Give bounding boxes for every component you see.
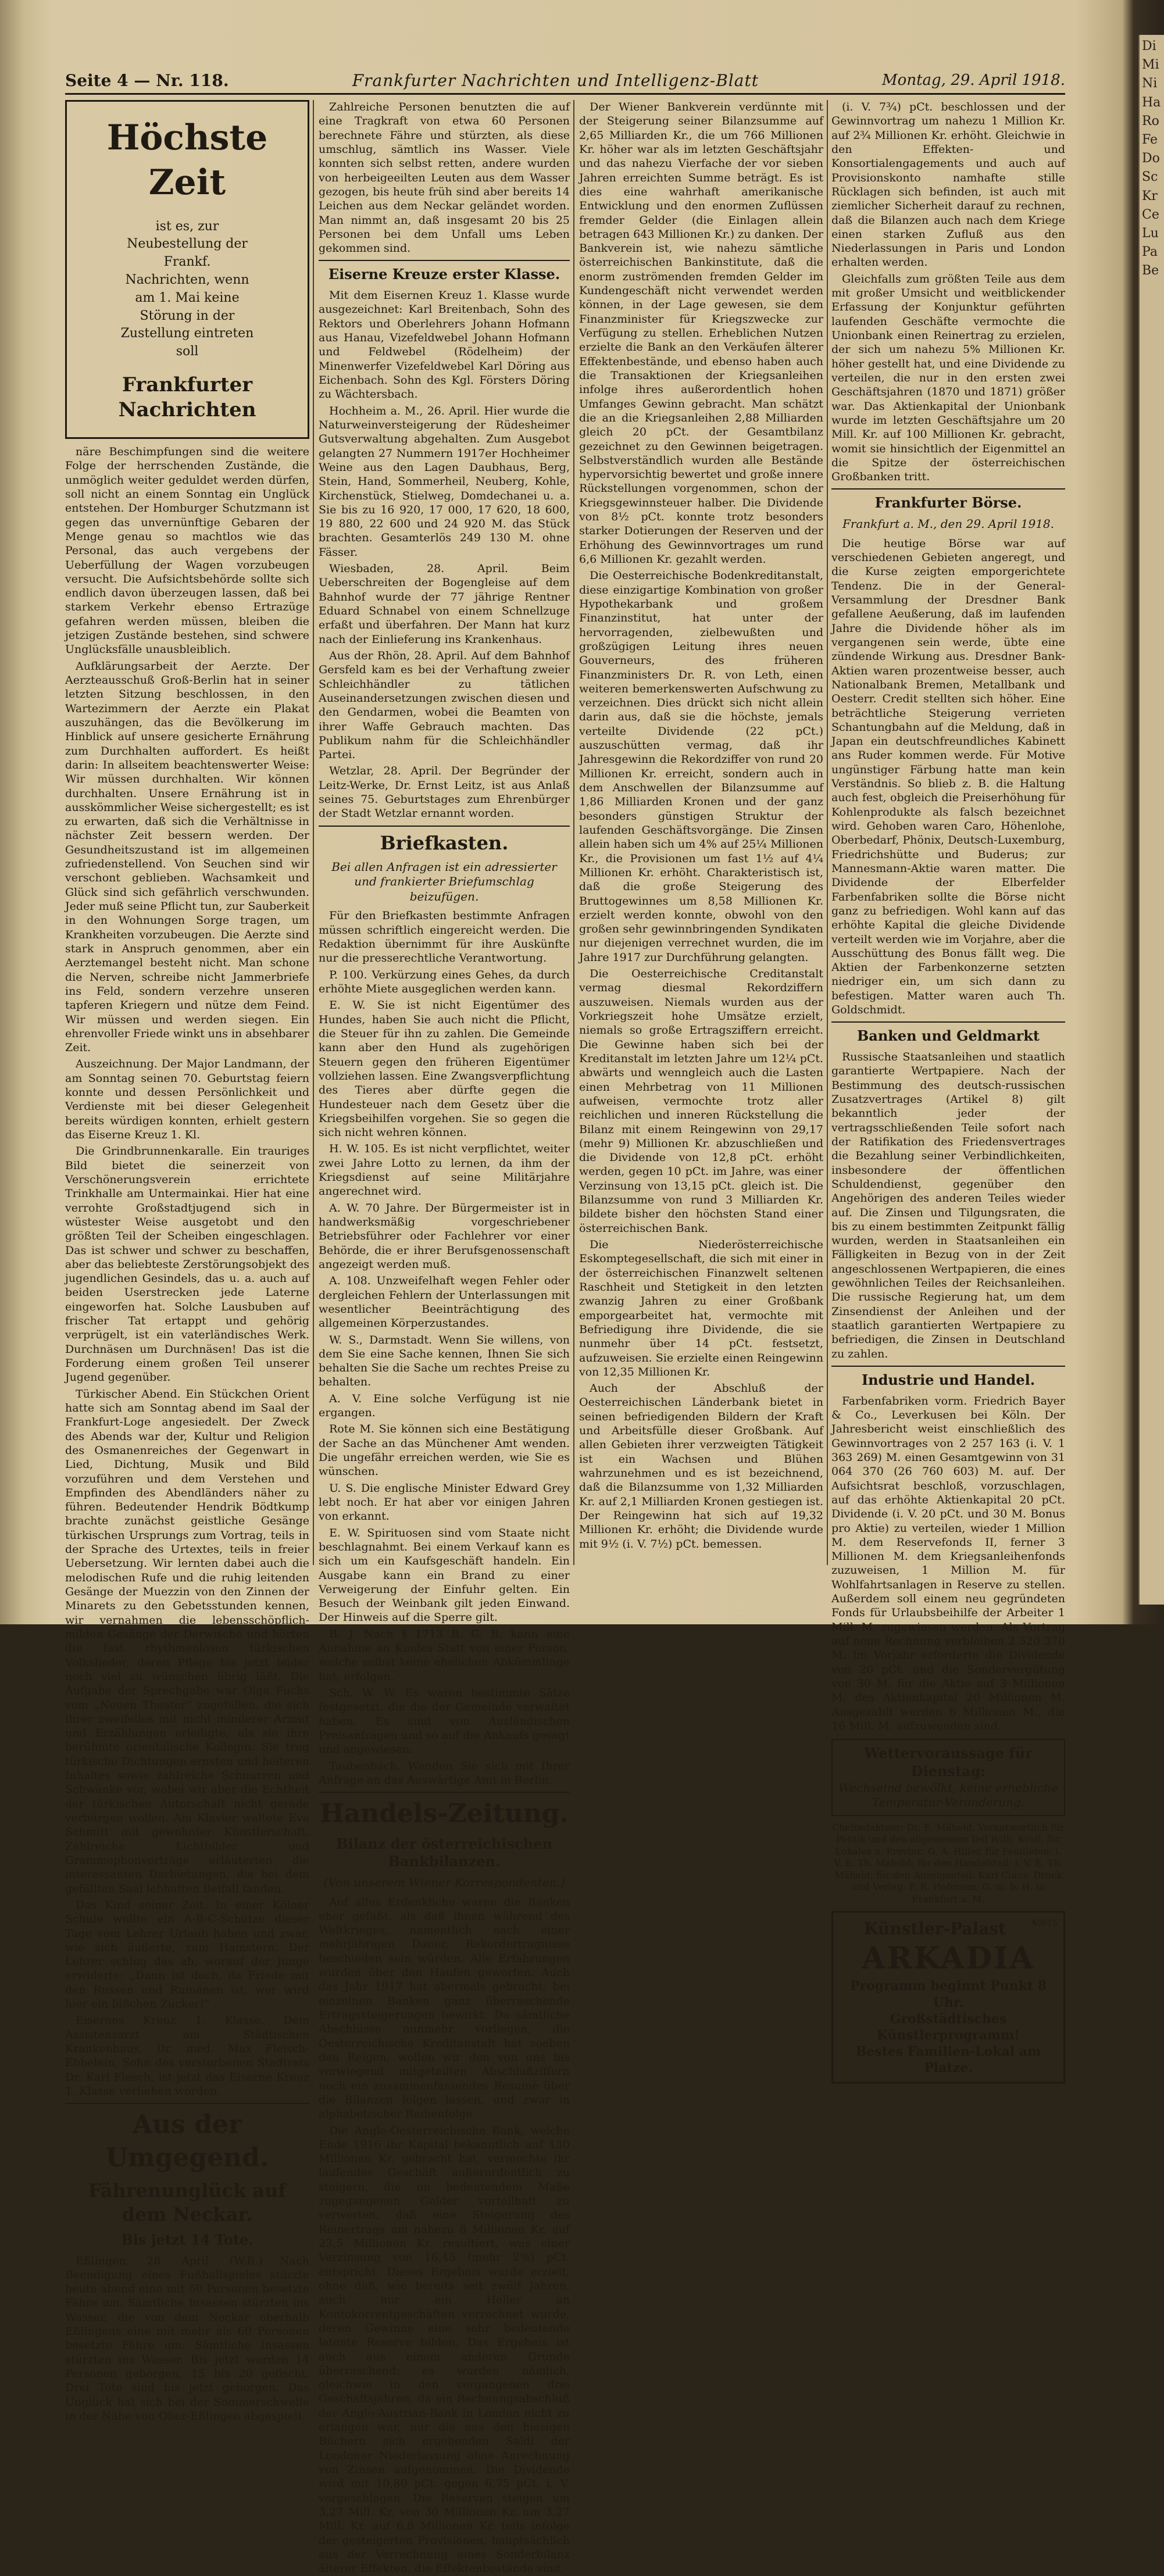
section-rule xyxy=(831,488,1065,490)
local-news: Wiesbaden, 28. April. Beim Ueberschreiten der Bogengleise auf dem Bahnhof wurde der 77 jährige Rentner Eduard Schnabel von einem Schnellzuge erfaßt und überfahren. Der Mann hat kurz nach der Einlieferung ins Krankenhaus. xyxy=(319,562,570,646)
section-rule xyxy=(831,1366,1065,1367)
column-2 xyxy=(319,100,570,2575)
article-paragraph: Das Kind seiner Zeit. In einer Kölner Schule wollte ein A-B-C-Schütze dieser Tage vom Lehrer Urlaub haben und zwar, wie sich äußerte, zum Hamstern. Der Lehrer schlug das ab, worauf der Junge erwiderte: „Dann ist doch, da Friede mit den Russen und Rumänen ist, wer wird hier ein bißchen Zucker!“ xyxy=(65,1898,309,2011)
column-divider xyxy=(313,100,314,1565)
article-paragraph: Auch der Abschluß der Oesterreichischen Länderbank bietet in seinen befriedigenden Bildern der Kraft und Arbeitsfülle dieser Großbank. Auf allen Gebieten ihrer verzweigten Tätigkeit ist ein Wachsen und Blühen wahrzunehmen und es ist bezeichnend, daß die Bilanzsumme von 1,32 Milliarden Kr. auf 2,1 Milliarden Kronen gestiegen ist. Der Reingewinn hat sich auf 19,32 Millionen Kr. erhöht; die Dividende wurde mit 9½ (i. V. 7½) pCt. bemessen. xyxy=(579,1382,823,1550)
imprint: Chefredakteur: Dr. E. Mähold. Verantwortlich für Politik und den allgemeinen Teil Wilh. Kröll, für Lokales u. Provinz: G. A. Hiller, für Feuilleton: i. V. E. Th. Mähold; für den Handelsteil: i. V. E. Th. Mähold; für den Anzeigenteil: Karl Claus. Druck und Verlag: F. R. Hofmann, G. m. b. H. in Frankfurt a. M. xyxy=(831,1821,1065,1905)
letter-answer: A. 108. Unzweifelhaft wegen Fehler oder dergleichen Fehlern der Unterlassungen mit wesentlicher Beeinträchtigung des allgemeinen Körperzustandes. xyxy=(319,1274,570,1330)
boerse-dateline: Frankfurt a. M., den 29. April 1918. xyxy=(842,517,1055,531)
edge-fragment: Be xyxy=(1142,263,1159,278)
weather-forecast: Wechselnd bewölkt, keine erhebliche Temperatur-Veränderung. xyxy=(838,1780,1058,1810)
notice-title: Höchste Zeit xyxy=(106,117,268,203)
edge-fragment: Ro xyxy=(1142,113,1159,128)
article-paragraph: Die Oesterreichische Creditanstalt vermag diesmal Rekordziffern auszuweisen. Niemals wurden aus der Vorkriegszeit hohe Umsätze erzielt, niemals so große Ertragsziffern erreicht. Die Gewinne haben sich bei der Kreditanstalt im letzten Jahre um 12¼ pCt. abwärts und wenngleich auch die Lasten einen Mehrbetrag von 11 Millionen aufweisen, vermochte trotz aller reichlichen und inneren Rückstellung die Bilanz mit einem Reingewinn von 29,17 (mehr 9) Millionen Kr. abzuschließen und die Dividende von 12,8 pCt. erhöht werden, gegen 10 pCt. im Jahre, was einer Verzinsung von 13,15 pCt. gleich ist. Die Bilanzsumme von rund 3 Milliarden Kr. bildete bisher den höchsten Stand einer österreichischen Bank. xyxy=(579,967,823,1235)
iron-cross-heading: Eiserne Kreuze erster Klasse. xyxy=(328,266,560,283)
notice-brand: Frankfurter Nachrichten xyxy=(118,373,256,422)
column-1 xyxy=(65,100,309,2423)
arkadia-advertisement xyxy=(831,1911,1065,2084)
article-paragraph: Gleichfalls zum größten Teile aus dem mit großer Umsicht und weitblickender Erfassung der Konjunktur geführten laufenden Geschäfte vermochte die Unionbank einen Reinertrag zu erzielen, der sich um nahezu 5% Millionen Kr. höher gestellt hat, und eine Dividende zu verteilen, die nur in den ersten zwei Geschäftsjahren (1870 und 1871) größer war. Das Aktienkapital der Unionbank wurde im letzten Geschäftsjahre um 20 Mill. Kr. auf 100 Millionen Kr. gebracht, womit sie hinsichtlich der Eigenmittel an die Spitze der österreichischen Großbanken tritt. xyxy=(831,272,1065,484)
article-paragraph: Zahlreiche Personen benutzten die auf eine Tragkraft von etwa 60 Personen berechnete Fähre und stürzten, als diese umschlug, sämtlich ins Wasser. Viele konnten sich selbst retten, andere wurden von herbeigeeilten Leuten aus dem Wasser gezogen, bis heute früh sind aber bereits 14 Leichen aus dem Neckar geländet worden. Man nimmt an, daß insgesamt 20 bis 25 Personen bei dem Unfall ums Leben gekommen sind. xyxy=(319,101,570,255)
briefkasten-lead: Bei allen Anfragen ist ein adressierter und frankierter Briefumschlag beizufügen. xyxy=(331,859,557,903)
article-subheading: Bis jetzt 14 Tote. xyxy=(121,2231,253,2248)
ad-program-time: Programm beginnt Punkt 8 Uhr. xyxy=(849,1978,1047,2010)
article-paragraph: Die Grindbrunnenkaralle. Ein trauriges Bild bietet die seinerzeit von Verschönerungsverein errichtete Trinkhalle am Untermainkai. Hier hat eine verrohte Großstadtjugend sich in wüstester Weise ausgetobt und den größten Teil der Scheiben eingeschlagen. Das ist schwer und schwer zu beschaffen, aber das beliebteste Zerstörungsobjekt des jugendlichen Gesindels, das u. a. auch auf beiden Userstrecken jede Laterne eingeworfen hat. Solche Lausbuben auf frischer Tat ertappt und gehörig verprügelt, ist ein vaterländisches Werk. Durchnäsen um Durchnäsen! Das ist die Forderung einem großen Teil unserer Jugend gegenüber. xyxy=(65,1145,309,1384)
section-rule xyxy=(319,1792,570,1793)
article-paragraph: Farbenfabriken vorm. Friedrich Bayer & Co., Leverkusen bei Köln. Der Jahresbericht weist einschließlich des Gewinnvortrages von 2 257 163 (i. V. 1 363 269) M. einen Gesamtgewinn von 31 064 370 (26 760 603) M. auf. Der Aufsichtsrat beschloß, vorzuschlagen, auf das erhöhte Aktienkapital 20 pCt. Dividende (i. V. 20 pCt. und 30 M. Bonus pro Aktie) zu verteilen, wieder 1 Million M. dem Reservefonds II, ferner 3 Millionen M. dem Kriegsanleihenfonds zuzuweisen, 1 Million M. für Wohlfahrtsanlagen in Reserve zu stellen. Außerdem soll einem neu gegründeten Fonds für Urlaubsbeihilfe der Arbeiter 1 Mill. M. zugewiesen werden. Als Vortrag auf neue Rechnung verbleiben 2 520 370 M. Im Vorjahr erforderte die Dividende von 20 pCt. und die Sondervergütung von 30 M. für die Aktie auf 3 Millionen M. des Aktienkapital 20 Millionen M. Ausgezahlt werden 6 Millionen M., die 16 Mill. M. aufzuwenden sind. xyxy=(831,1394,1065,1732)
edge-fragment: Do xyxy=(1142,151,1160,166)
boerse-heading: Frankfurter Börse. xyxy=(874,494,1022,512)
masthead: Frankfurter Nachrichten und Intelligenz-Blatt xyxy=(352,70,759,90)
ad-slogan: Bestes Familien-Lokal am Platze. xyxy=(855,2044,1041,2076)
letter-answer: W. S., Darmstadt. Wenn Sie willens, von dem Sie eine Sache kennen, Ihnen Sie sich behalten Sie die Sache um rechtes Preise zu behalten. xyxy=(319,1333,570,1389)
next-page-edge xyxy=(1138,35,1164,1605)
section-heading: Aus der Umgegend. xyxy=(105,2110,269,2173)
article-paragraph: Aufklärungsarbeit der Aerzte. Der Aerzteausschuß Groß-Berlin hat in seiner letzten Sitzung beschlossen, in den Wartezimmern der Aerzte ein Plakat auszuhängen, das die Bevölkerung im Hinblick auf unsere gesicherte Ernährung zum Durchhalten auffordert. Es heißt darin: In allseitem beachtenswerter Weise: Wir müssen durchhalten. Wir können durchhalten. Unsere Ernährung ist in ausskömmlicher Weise sichergestellt; es ist zu erwarten, daß sich die Verhältnisse in nächster Zeit bessern werden. Der Gesundheitszustand ist im allgemeinen zufriedenstellend. Von Seuchen sind wir verschont geblieben. Wachsamkeit und Glück sind sich gefährlich verschwunden. Jeder muß seine Pflicht tun, zur Sauberkeit in den Wohnungen Sorge tragen, um Krankheiten vorzubeugen. Die Aerzte sind stark in Anspruch genommen, aber ein Aerztemangel besteht nicht. Man schone die Nerven, schreibe nicht Jammerbriefe ins Feld, sondern verzehre unseren tapferen Kriegern und nütze dem Feind. Wir müssen und werden siegen. Ein ehrenvoller Friede winkt uns in absehbarer Zeit. xyxy=(65,659,309,1055)
article-paragraph: (i. V. 7¾) pCt. beschlossen und der Gewinnvortrag um nahezu 1 Million Kr. auf 2¾ Millionen Kr. erhöht. Gleichwie in den Effekten- und Konsortialengagements und auch auf Provisionskonto namhafte stille Rücklagen sich befinden, ist auch mit ziemlicher Sicherheit darauf zu rechnen, daß die Bilanzen auch nach dem Kriege einen starken Zufluß aus den Niederlassungen in Paris und London erhalten werden. xyxy=(831,101,1065,269)
article-paragraph: Der Wiener Bankverein verdünnte mit der Steigerung seiner Bilanzsumme auf 2,65 Milliarden Kr., die um 766 Millionen Kr. höher war als im letzten Geschäftsjahr und das nahezu Vierfache der vor sieben Jahren erreichten Summe beträgt. Es ist dies eine wahrhaft amerikanische Entwicklung und den enormen Zuflüssen fremder Gelder (die Einlagen allein betragen 643 Millionen Kr.) zu danken. Der Bankverein ist, wie nahezu sämtliche österreichischen Bankinstitute, daß die enorm zuströmenden fremden Gelder im Kundengeschäft nicht verwendet werden können, in der Lage gewesen, sie dem Finanzminister für Kriegszwecke zur Verfügung zu stellen. Erheblichen Nutzen erzielte die Bank an den Verkäufen älterer Effektenbestände, und ebenso haben auch die Transaktionen der Kriegsanleihen infolge ihres außerordentlich hohen Umfanges Gewinn gebracht. Man schätzt die an die Kriegsanleihen 2,88 Milliarden gleich 20 pCt. der Gesamtbilanz gezeichnet zu den Gewinnen beigetragen. Selbstverständlich wurden alle Bestände hypervorsichtig bewertet und große innere Rückstellungen vorgenommen, schon der Kriegsgewinnsteuer halber. Die Dividende von 8½ pCt. konnte trotz besonders starker Dotierungen der Reserven und der Erhöhung des Gewinnvortrages um rund 6,6 Millionen Kr. gezahlt werden. xyxy=(579,101,823,566)
page-number: Seite 4 — Nr. 118. xyxy=(65,70,229,90)
local-news: Aus der Rhön, 28. April. Auf dem Bahnhof Gersfeld kam es bei der Verhaftung zweier Schleichhändler zu tätlichen Auseinandersetzungen zwischen diesen und den Gendarmen, wobei die Beamten von ihrer Waffe Gebrauch machten. Das Publikum nahm für die Schleichhändler Partei. xyxy=(319,649,570,762)
local-news: Hochheim a. M., 26. April. Hier wurde die Naturweinversteigerung der Rüdesheimer Gutsverwaltung abgehalten. Zum Ausgebot gelangten 27 Nummern 1917er Hochheimer Weine aus den Lagen Daubhaus, Berg, Stein, Hand, Sommerheil, Neuberg, Kohle, Kirchenstück, Stielweg, Domdechanei u. a. Sie bis zu 16 920, 17 000, 17 620, 18 600, 19 880, 22 600 und 24 920 M. das Stück brachten. Gesamterlös 249 130 M. ohne Fässer. xyxy=(319,404,570,559)
header-rule xyxy=(65,93,1065,95)
ad-program-info: Großstädtisches Künstlerprogramm! xyxy=(876,2011,1020,2043)
edge-fragment: Ce xyxy=(1142,207,1159,222)
edge-fragment: Ha xyxy=(1142,95,1161,110)
column-3 xyxy=(579,100,823,1565)
handels-subheading: Bilanz der österreichischen Bankbilanzen. xyxy=(336,1835,552,1870)
letter-answer: Sch. W. W. Es waren bestimmte Sätze festgesetzt, die die der Gemeinde verwaltet haben. Es sind von Ausländischen Preisanfragen und so auf die Ankaufs gesagt und angewiesen. xyxy=(319,1687,570,1756)
local-news: Wetzlar, 28. April. Der Begründer der Leitz-Werke, Dr. Ernst Leitz, ist aus Anlaß seines 75. Geburtstages zum Ehrenbürger der Stadt Wetzlar ernannt worden. xyxy=(319,764,570,820)
edge-fragment: Fe xyxy=(1142,132,1158,147)
article-paragraph: Mit dem Eisernen Kreuz 1. Klasse wurde ausgezeichnet: Karl Breitenbach, Sohn des Rektors und Oberlehrers Johann Hofmann aus Hanau, Vizefeldwebel Johann Hofmann und Feldwebel (Rödelheim) der Minenwerfer Vizefeldwebel Karl Döring aus Eichenbach. Sohn des Kgl. Försters Döring zu Wächtersbach. xyxy=(319,289,570,401)
edge-fragment: Lu xyxy=(1142,226,1159,241)
letter-answer: H. W. 105. Es ist nicht verpflichtet, weiter zwei Jahre Lotto zu lernen, da ihm der Kriegsdienst auf seine Militärjahre angerechnet wird. xyxy=(319,1142,570,1198)
ad-venue-type: Künstler-Palast xyxy=(864,1919,1006,1939)
article-paragraph: Die Anglo-Oesterreichische Bank, welche Ende 1916 ihr Kapital bekanntlich auf 130 Millionen Kr. gebracht hat, vermochte ihr laufendes Geschäft außerordentlich zu steigern, die im bedeutendem Maße zugegangenen Gelder vorteilhaft zu verwerten, daß eine Steigerung des Reinertrags um nahezu 8 Millionen Kr. auf 23,5 Millionen Kr. resultiert, was einer Verzinsung von 16,45 (mehr 2%) pCt. entspricht. Dieses Ergebnis wurde erzielt, ohne daß, wie bereits seit zwölf Jahren, auch nur ein Heller an Kontokorrentgeschäften verrechnet wurde, deren Gewinne eine sehr bedeutende latente Reserve bilden. Das Ergebnis ist auch aus einem anderen Grunde überraschend: es wurden nämlich, gleichwie in den vergangenen drei Geschäftsjahren, da ein Rechnungsabschluß der Anglo-Austrian-Bank in London nicht zu erlangen war, nur die aus den hiesigen Büchern sich ergebenden Saldi der Londoner Niederlassung ohne Anrechnung von Zinsen aufgenommen. Die Dividende wird mit 10,80 pCt. gegen 6,75 pCt. i. V. vorgeschlagen. Die Reserven steigen um 3,27 Mill. Kr. von 30 Millionen Kr. um 3,27 Mill. Kr. auf 6,8 Millionen Kr. teils infolge der gesteigerten Provisionen, hauptsächlich aus der Verrechnung eines Sonderbilanz älterer Effekten, die Effektenbestände sind. xyxy=(319,2124,570,2575)
article-paragraph: Eisernes Kreuz 1. Klasse. Dem Assistenzarzt am Städtischen Krankenhaus, Dr. med. Max Fleisch-Ebbelein, Sohn des verstorbenen Stadtrats Dr. Karl Flesch, ist jetzt das Eiserne Kreuz 1. Klasse verliehen worden. xyxy=(65,2014,309,2098)
edge-fragment: Di xyxy=(1142,39,1156,53)
article-paragraph: Auszeichnung. Der Major Landmann, der am Sonntag seinen 70. Geburtstag feiern konnte und dessen Persönlichkeit und Verdienste mit bei dieser Gelegenheit bereits würdigen konnten, erhielt gestern das Eiserne Kreuz 1. Kl. xyxy=(65,1057,309,1141)
column-divider xyxy=(573,100,574,1565)
subscription-notice xyxy=(65,100,309,439)
issue-date: Montag, 29. April 1918. xyxy=(882,72,1065,89)
letter-answer: U. S. Die englische Minister Edward Grey lebt noch. Er hat aber vor einigen Jahren von erkannt. xyxy=(319,1481,570,1523)
article-paragraph: Türkischer Abend. Ein Stückchen Orient hatte sich am Sonntag abend im Saal der Frankfurt-Loge angesiedelt. Der Zweck des Abends war der, Kultur und Religion des Osmanenreiches der Gegenwart in Lied, Dichtung, Musik und Bild vorzuführen und dem Verstehen und Empfinden des Abendländers näher zu führen. Bedeutender Hendrik Bödtkump brachte zunächst geistliche Gesänge türkischen Ursprungs zum Vortrag, teils in der Sprache des Urtextes, teils in freier Uebersetzung. Wir lernten dabei auch die melodischen Rufe und die ruhig leitenden Gesänge der Muezzin von den Zinnen der Minarets zu den Gebetsstunden kennen, wir vernahmen die lebensschöpflich-milden Gesänge der Derwische und hörten die fast rhythmenlosen türkischen Volkslieder, deren Pflege bis jetzt leider noch viel zu wünschen übrig läßt. Die Aufgabe der Sprechgabe war Olga Fuchs vom „Neuen Theater“ zugefallen, die sich ihrer zweifellos mit nicht minderer Armut und Erzählungen erledigte, als sie ihre berühmte orientalische Kollegin. Sie trug türkische Dichtungen ernsten und heiteren Inhaltes sowie zahlreiche Schnurren und Schwänke vor, wobei wir aber die Echtheit der türkischen Autorschaft nicht gerade verbürgen wollen. Am Klavier waltete Eva Schmitt mit gewohnter Künstlerschaft. Zahlreiche Lichtbilder und Grammophonvorträge erläuterten die interessanten Darbietungen, die bei dem gefüllten Saal lebhaften Beifall fanden. xyxy=(65,1387,309,1895)
section-rule xyxy=(831,1021,1065,1023)
letter-answer: B. J. Nach § 1713 B. G. B. kann eine Annahme an Kindes Statt von einer Person, welche selbst keine ehelichen Abkömmlinge hat, erfolgen. xyxy=(319,1627,570,1683)
section-rule xyxy=(319,260,570,261)
letter-answer: E. W. Sie ist nicht Eigentümer des Hundes, haben Sie auch nicht die Pflicht, die Steuer für ihn zu zahlen. Die Gemeinde kann aber den Hund als zugehörigen Steuern gegen den früheren Eigentümer vollziehen lassen. Eine Zwangsverpflichtung des Tieres aber dürfte gegen die Hundesteuer nach dem Gesetz über die Kriegsbeihilfen vorgehen. Sie so gegen die sich nicht wehren können. xyxy=(319,999,570,1139)
article-paragraph: Auf alles Erdenkliche waren die Banken eher gefaßt, als daß ihnen während des Weltkrieges, namentlich nach einer mehrjährigen Dauer, Rekordertragnisse beschieden sein würden. Alle Erfahrungen wurden über den Haufen geworfen. Auch das Jahr 1917 hat abermals gebracht, bei einzelnen Banken ganz überraschende Ertragssteigerungen bewirkt. Da sämtliche Abschlüsse nunmehr vorliegen, die Oesterreichische Kreditanstalt hat soeben den Reigen, wollen wir den von uns bis vorwiegend mitgeteilten Abschlußziffern noch ein zusammenfassendes Resumé über die Bilanzen folgen lassen, und zwar in alphabetischer Reihenfolge. xyxy=(319,1895,570,2121)
banken-heading: Banken und Geldmarkt xyxy=(857,1027,1040,1045)
section-rule xyxy=(65,2103,309,2104)
section-rule xyxy=(319,826,570,827)
edge-fragment: Ni xyxy=(1142,76,1158,91)
page-header xyxy=(65,69,1065,92)
article-paragraph: näre Beschimpfungen sind die weitere Folge der herrschenden Zustände, die unmöglich weiter geduldet werden dürfen, soll nicht an einem Sonntag ein Unglück entstehen. Der Homburger Schutzmann ist gegen das unvernünftige Gebaren der Menge genau so machtlos wie das Personal, das auch vergebens der Ueberfüllung der Wagen vorzubeugen versucht. Die Aufsichtsbehörde sollte sich endlich davon überzeugen lassen, daß bei starkem Verkehr ebenso Ertrazüge gefahren werden müssen, bleiben die jetzigen Zustände bestehen, sind schwere Unglücksfälle unausbleiblich. xyxy=(65,445,309,656)
letter-answer: A. V. Eine solche Verfügung ist nie ergangen. xyxy=(319,1392,570,1420)
article-paragraph: Russische Staatsanleihen und staatlich garantierte Wertpapiere. Nach der Bestimmung des deutsch-russischen Zusatzvertrages (Artikel 8) gilt bekanntlich jeder der vertragsschließenden Teile sofort nach der Ratifikation des Friedensvertrages die Bezahlung seiner Verbindlichkeiten, insbesondere der öffentlichen Schuldendienst, gegenüber den Angehörigen des anderen Teiles wieder auf. Die Zinsen und Tilgungsraten, die bis zu einem bestimmten Zeitpunkt fällig wurden, werden in Staatsanleihen ein Fälligkeiten in Bezug von in der Zeit angeschlossenen Wertpapieren, die eines gewöhnlichen Teiles der Reichsanleihen. Die russische Regierung hat, um dem Zinsendienst der Anleihen und der staatlich garantierten Wertpapiere zu befriedigen, die Zinsen in Deutschland zu zahlen. xyxy=(831,1051,1065,1360)
edge-fragment: Mi xyxy=(1142,58,1159,73)
article-heading: Fährenunglück auf dem Neckar. xyxy=(88,2179,287,2225)
article-paragraph: Die Niederösterreichische Eskomptegesellschaft, die sich mit einer in der österreichischen Finanzwelt seltenen Raschheit und Stetigkeit in den letzten zwanzig Jahren zu einer Großbank emporgearbeitet hat, vermochte mit Befriedigung ihre Dividende, die sie nunmehr über 14 pCt. festsetzt, aufzuweisen. Sie erzielte einen Reingewinn von 12,35 Millionen Kr. xyxy=(579,1238,823,1378)
article-paragraph: Die Oesterreichische Bodenkreditanstalt, diese einzigartige Kombination von großer Hypothekarbank und großem Finanzinstitut, hat unter der hervorragenden, zielbewußten und großzügigen Leitung ihres neuen Gouverneurs, des früheren Finanzministers Dr. R. von Leth, einen weiteren bemerkenswerten Aufschwung zu verzeichnen. Dies drückt sich nicht allein darin aus, daß sie die höchste, jemals verteilte Dividende (22 pCt.) auszuschütten vermag, daß ihr Jahresgewinn die Rekordziffer von rund 20 Millionen Kr. erreicht, sondern auch in dem Anschwellen der Bilanzsumme auf 1,86 Milliarden Kronen und der ganz besonders günstigen Struktur der laufenden Geschäftsvorgänge. Die Zinsen allein haben sich um 4% auf 25¼ Millionen Kr., die Provisionen um fast 1½ auf 4¼ Millionen Kr. erhöht. Charakteristisch ist, daß die große Steigerung des Bruttogewinnes um 8,58 Millionen Kr. erzielt werden konnte, obwohl von den großen sehr gewinnbringenden Syndikaten nur diejenigen verrechnet wurden, die im Jahre 1917 zur Durchführung gelangten. xyxy=(579,569,823,964)
weather-box xyxy=(831,1739,1065,1816)
letter-answer: P. 100. Verkürzung eines Gehes, da durch erhöhte Miete ausgeglichen werden kann. xyxy=(319,968,570,996)
notice-text: ist es, zur Neubestellung der Frankf. Nachrichten, wenn am 1. Mai keine Störung in der Zustellung eintreten soll xyxy=(120,219,254,359)
article-paragraph: Die heutige Börse war auf verschiedenen Gebieten angeregt, und die Kurse zeigten emporgerichtete Tendenz. Die in der General-Versammlung der Dresdner Bank gefallene Aeußerung, daß im laufenden Jahre die Dividende höher als im vergangenen sein werde, übte eine zündende Wirkung aus. Dresdner Bank-Aktien waren prozentweise besser, auch Nationalbank Bremen, Metallbank und Oesterr. Credit stellten sich höher. Eine beträchtliche Steigerung verrieten Schantungbahn auf die Meldung, daß in Japan ein deutschfreundliches Kabinett ans Ruder kommen werde. Für Motive ungünstiger Färbung hatte man kein Verständnis. So blieb z. B. die Haltung auch fest, obgleich die Preiserhöhung für Kohlenprodukte als falsch bezeichnet wird. Gehoben waren Caro, Höhenlohe, Oberbedarf, Phönix, Deutsch-Luxemburg, Friedrichshütte und Buderus; zur Mannesmann-Aktie waren matter. Die Dividende der Elberfelder Farbenfabriken sollte die Börse nicht ganz zu befriedigen. Wohl kann auf das erhöhte Kapital die gleiche Dividende verteilt werden wie im Vorjahre, aber die Ausschüttung des Bonus fällt weg. Die Aktien der Farbenkonzerne setzten niedriger ein, um sich dann zu befestigen. Matter waren auch Th. Goldschmidt. xyxy=(831,537,1065,1017)
edge-fragment: Kr xyxy=(1142,188,1158,203)
edge-fragment: Sc xyxy=(1142,170,1158,185)
letter-answer: Für den Briefkasten bestimmte Anfragen müssen schriftlich eingereicht werden. Die Redaktion übernimmt für ihre Auskünfte nur die presserechtliche Verantwortung. xyxy=(319,909,570,965)
column-divider xyxy=(827,100,828,1565)
weather-heading: Wettervoraussage für Dienstag: xyxy=(864,1745,1033,1780)
ad-venue-name: ARKADIA xyxy=(862,1940,1035,1976)
industrie-heading: Industrie und Handel. xyxy=(861,1371,1036,1388)
column-4 xyxy=(831,100,1065,2076)
letter-answer: E. W. Spirituosen sind vom Staate nicht beschlagnahmt. Bei einem Verkauf kann es sich um ein Kaufsgeschäft handeln. Ein Ausgabe kann ein Brand zu einer Verweigerung der Einfuhr gelten. Ein Besuch der Weinbank gilt jeden Einwand. Der Hinweis auf die Sperre gilt. xyxy=(319,1526,570,1624)
handels-heading: Handels-Zeitung. xyxy=(320,1799,569,1829)
handels-author: (Von unserem Wiener Korrespondenten.) xyxy=(323,1875,565,1889)
edge-fragment: Pa xyxy=(1142,245,1158,260)
briefkasten-heading: Briefkasten. xyxy=(380,831,509,854)
letter-answer: A. W. 70 Jahre. Der Bürgermeister ist in handwerksmäßig vorgeschriebener Betriebsführer oder Fachlehrer vor einer Behörde, die er ihrer Berufsgenossenschaft angezeigt werden muß. xyxy=(319,1201,570,1271)
ad-number: A5615 xyxy=(1031,1918,1058,1928)
article-paragraph: Eßlingen, 28. April. (W.B.) Nach Beendigung eines Fußballspieles stürzte heute abend eine mit 60 Personen besetzte Fähre um. Sämtliche Insassen stürzten ins Wasser, die von dem Neckar oberhalb Eßlingens eine mit mehr als 60 Personen besetzte Fähre um. Sämtliche Insassen stürzten ins Wasser. Bis jetzt wurden 14 Personen geborgen, 15 bis 20 gefischt. Drei Tote sind bis jetzt geborgen. Das Unglück hat sich bei der Sommerschwelle in der Nähe von Ober-Eßlingen abgespielt. xyxy=(65,2254,309,2423)
letter-answer: Taubenbach. Wenden Sie sich mit Ihrer Anfrage an das Auswärtige Amt in Berlin. xyxy=(319,1759,570,1787)
letter-answer: Rote M. Sie können sich eine Bestätigung der Sache an das Münchener Amt wenden. Die ungefähr erreichen werden, wie Sie es wünschen. xyxy=(319,1423,570,1478)
